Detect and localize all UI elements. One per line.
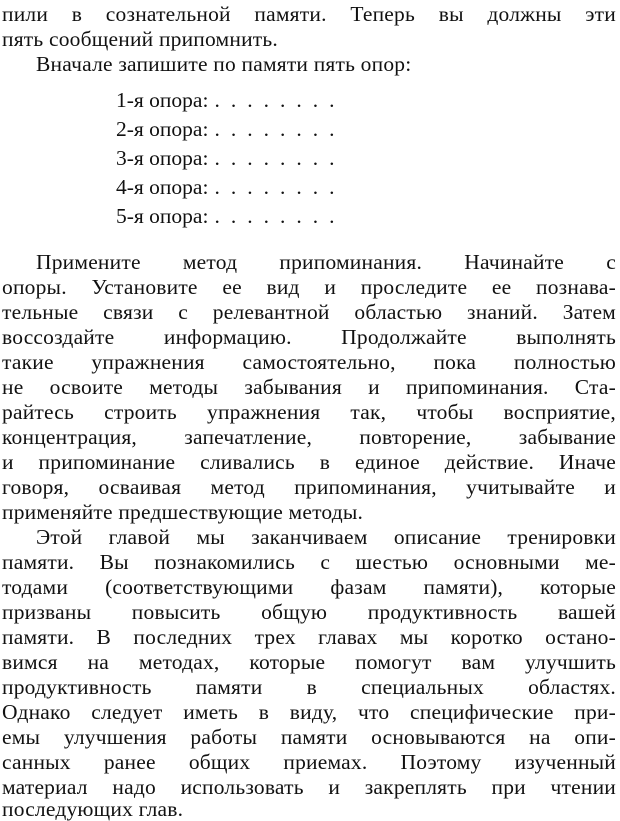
paragraph2-line-12: последующих глав.	[2, 797, 184, 821]
paragraph2-line-11: материал надо использовать и закреплять при чтении	[2, 775, 616, 799]
paragraph2-line-10: санных ранее общих приемах. Поэтому изученный	[2, 750, 616, 774]
paragraph2-line-2: памяти. Вы познакомились с шестью основными ме-	[2, 550, 616, 574]
anchor-dots: ........	[214, 146, 346, 170]
paragraph1-line-4: воссоздайте информацию. Продолжайте выполнять	[2, 325, 616, 349]
anchor-dots: ........	[214, 88, 346, 112]
paragraph1-line-8: концентрация, запечатление, повторение, забывание	[2, 425, 616, 449]
intro-line-2: пять сообщений припомнить.	[2, 27, 278, 51]
paragraph2-line-1: Этой главой мы заканчиваем описание тренировки	[36, 525, 616, 549]
paragraph2-line-9: емы улучшения работы памяти основываются на опи-	[2, 725, 616, 749]
paragraph1-line-9: и припоминание сливались в единое действие. Иначе	[2, 450, 616, 474]
anchor-list-item-5	[116, 204, 496, 228]
paragraph1-line-1: Примените метод припоминания. Начинайте с	[36, 250, 616, 274]
paragraph1-line-10: говоря, осваивая метод припоминания, учитывайте и	[2, 475, 616, 499]
paragraph1-line-5: такие упражнения самостоятельно, пока полностью	[2, 350, 616, 374]
anchor-label: 2-я опора:	[116, 117, 209, 141]
paragraph2-line-4: призваны повысить общую продуктивность вашей	[2, 600, 616, 624]
paragraph2-line-5: памяти. В последних трех главах мы коротко остано-	[2, 625, 616, 649]
paragraph2-line-8: Однако следует иметь в виду, что специфические при-	[2, 700, 616, 724]
anchor-dots: ........	[214, 175, 346, 199]
paragraph1-line-11: применяйте предшествующие методы.	[2, 500, 364, 524]
anchor-list-item-4	[116, 175, 496, 199]
paragraph1-line-7: райтесь строить упражнения так, чтобы восприятие,	[2, 400, 616, 424]
instruction-line: Вначале запишите по памяти пять опор:	[36, 52, 412, 76]
anchor-dots: ........	[214, 204, 346, 228]
paragraph2-line-6: вимся на методах, которые помогут вам улучшить	[2, 650, 616, 674]
paragraph1-line-6: не освоите методы забывания и припоминания. Ста-	[2, 375, 616, 399]
anchor-list-item-3	[116, 146, 496, 170]
paragraph2-line-3: тодами (соответствующими фазам памяти), которые	[2, 575, 616, 599]
anchor-label: 5-я опора:	[116, 204, 209, 228]
paragraph2-line-7: продуктивность памяти в специальных областях.	[2, 675, 616, 699]
anchor-list-item-1	[116, 88, 496, 112]
anchor-dots: ........	[214, 117, 346, 141]
paragraph1-line-3: тельные связи с релевантной областью знаний. Затем	[2, 300, 616, 324]
anchor-label: 4-я опора:	[116, 175, 209, 199]
paragraph1-line-2: опоры. Установите ее вид и проследите ее познава-	[2, 275, 616, 299]
anchor-label: 1-я опора:	[116, 88, 209, 112]
anchor-label: 3-я опора:	[116, 146, 209, 170]
intro-line-1: пили в сознательной памяти. Теперь вы должны эти	[2, 2, 616, 26]
anchor-list-item-2	[116, 117, 496, 141]
